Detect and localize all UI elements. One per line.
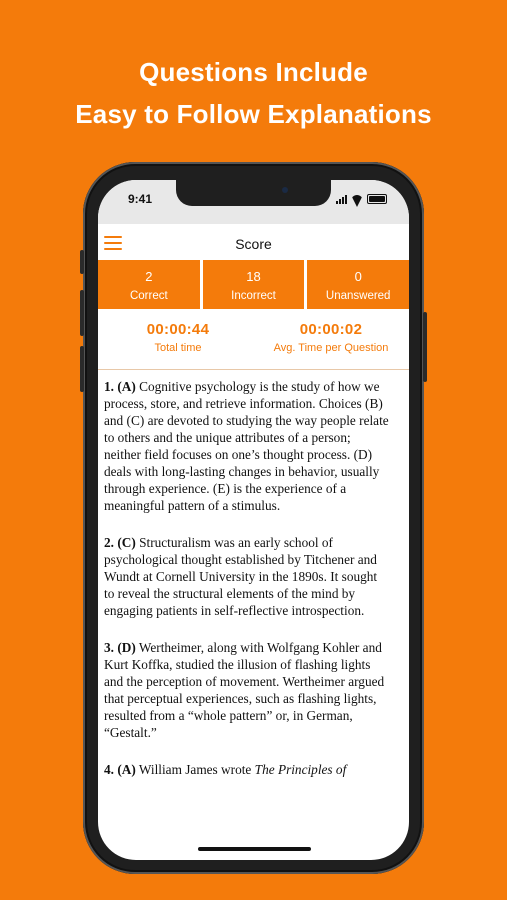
question-number: 1.: [104, 379, 114, 394]
avg-time-value: 00:00:02: [299, 321, 363, 338]
question-number: 4.: [104, 762, 114, 777]
status-time: 9:41: [128, 192, 153, 206]
explanations-list[interactable]: [104, 378, 390, 798]
volume-up-button: [80, 290, 84, 336]
book-title: The Principles of: [254, 762, 347, 777]
score-summary: [98, 260, 409, 309]
home-indicator[interactable]: [198, 847, 311, 851]
answer-choice: (A): [117, 762, 136, 777]
explanation-text: Structuralism was an early school of psychological thought established by Titchener and Wundt at Cornell University in the 1890s. It sought to reveal the structural elements of the mind by engaging patients in self-reflective introspection.: [104, 535, 378, 618]
stat-label: Correct: [129, 290, 168, 302]
status-icons: [336, 194, 387, 204]
stat-value: 0: [354, 269, 362, 284]
nav-bar: [98, 224, 409, 260]
explanation-text: Cognitive psychology is the study of how we process, store, and retrieve information. Choices (B) and (C) are devoted to studying the way people relate to others and the unique attributes of a person; neither field focuses on one’s thought process. (D) deals with long-lasting changes in behavior, usually through experience. (E) is the experience of a meaningful pattern of a stimulus.: [104, 379, 389, 513]
avg-time-label: Avg. Time per Question: [273, 342, 389, 354]
stat-incorrect: [203, 260, 305, 309]
answer-choice: (C): [117, 535, 136, 550]
answer-choice: (D): [117, 640, 136, 655]
total-time-label: Total time: [154, 342, 202, 354]
explanation-text: Wertheimer, along with Wolfgang Kohler and Kurt Koffka, studied the illusion of flashing lights and the perception of movement. Wertheimer argued that perceptual experiences, such as flashing lights, resulted from a “whole pattern” or, in German, “Gestalt.”: [104, 640, 385, 740]
page-title: Score: [235, 236, 272, 252]
stat-value: 2: [145, 269, 153, 284]
headline-line-1: Questions Include: [139, 57, 368, 87]
question-number: 2.: [104, 535, 114, 550]
camera-icon: [282, 187, 288, 193]
stat-label: Incorrect: [231, 290, 276, 302]
time-summary: [98, 309, 409, 370]
volume-down-button: [80, 346, 84, 392]
explanation-item: [104, 378, 390, 514]
headline-line-2: Easy to Follow Explanations: [75, 99, 432, 129]
stat-label: Unanswered: [325, 290, 391, 302]
phone-screen: [98, 180, 409, 860]
wifi-icon: [351, 195, 363, 204]
stat-value: 18: [246, 269, 261, 284]
mute-switch: [80, 250, 84, 274]
battery-icon: [367, 194, 387, 204]
total-time: [118, 321, 238, 354]
avg-time: [266, 321, 396, 354]
stat-correct: [98, 260, 200, 309]
explanation-item: [104, 534, 390, 619]
stat-unanswered: [307, 260, 409, 309]
question-number: 3.: [104, 640, 114, 655]
explanation-item: [104, 639, 390, 741]
total-time-value: 00:00:44: [146, 321, 210, 338]
signal-icon: [336, 195, 347, 204]
status-bar: [98, 180, 409, 224]
explanation-text: William James wrote: [138, 762, 252, 777]
notch: [176, 180, 331, 206]
answer-choice: (A): [117, 379, 136, 394]
explanation-item: [104, 761, 390, 778]
power-button: [423, 312, 427, 382]
